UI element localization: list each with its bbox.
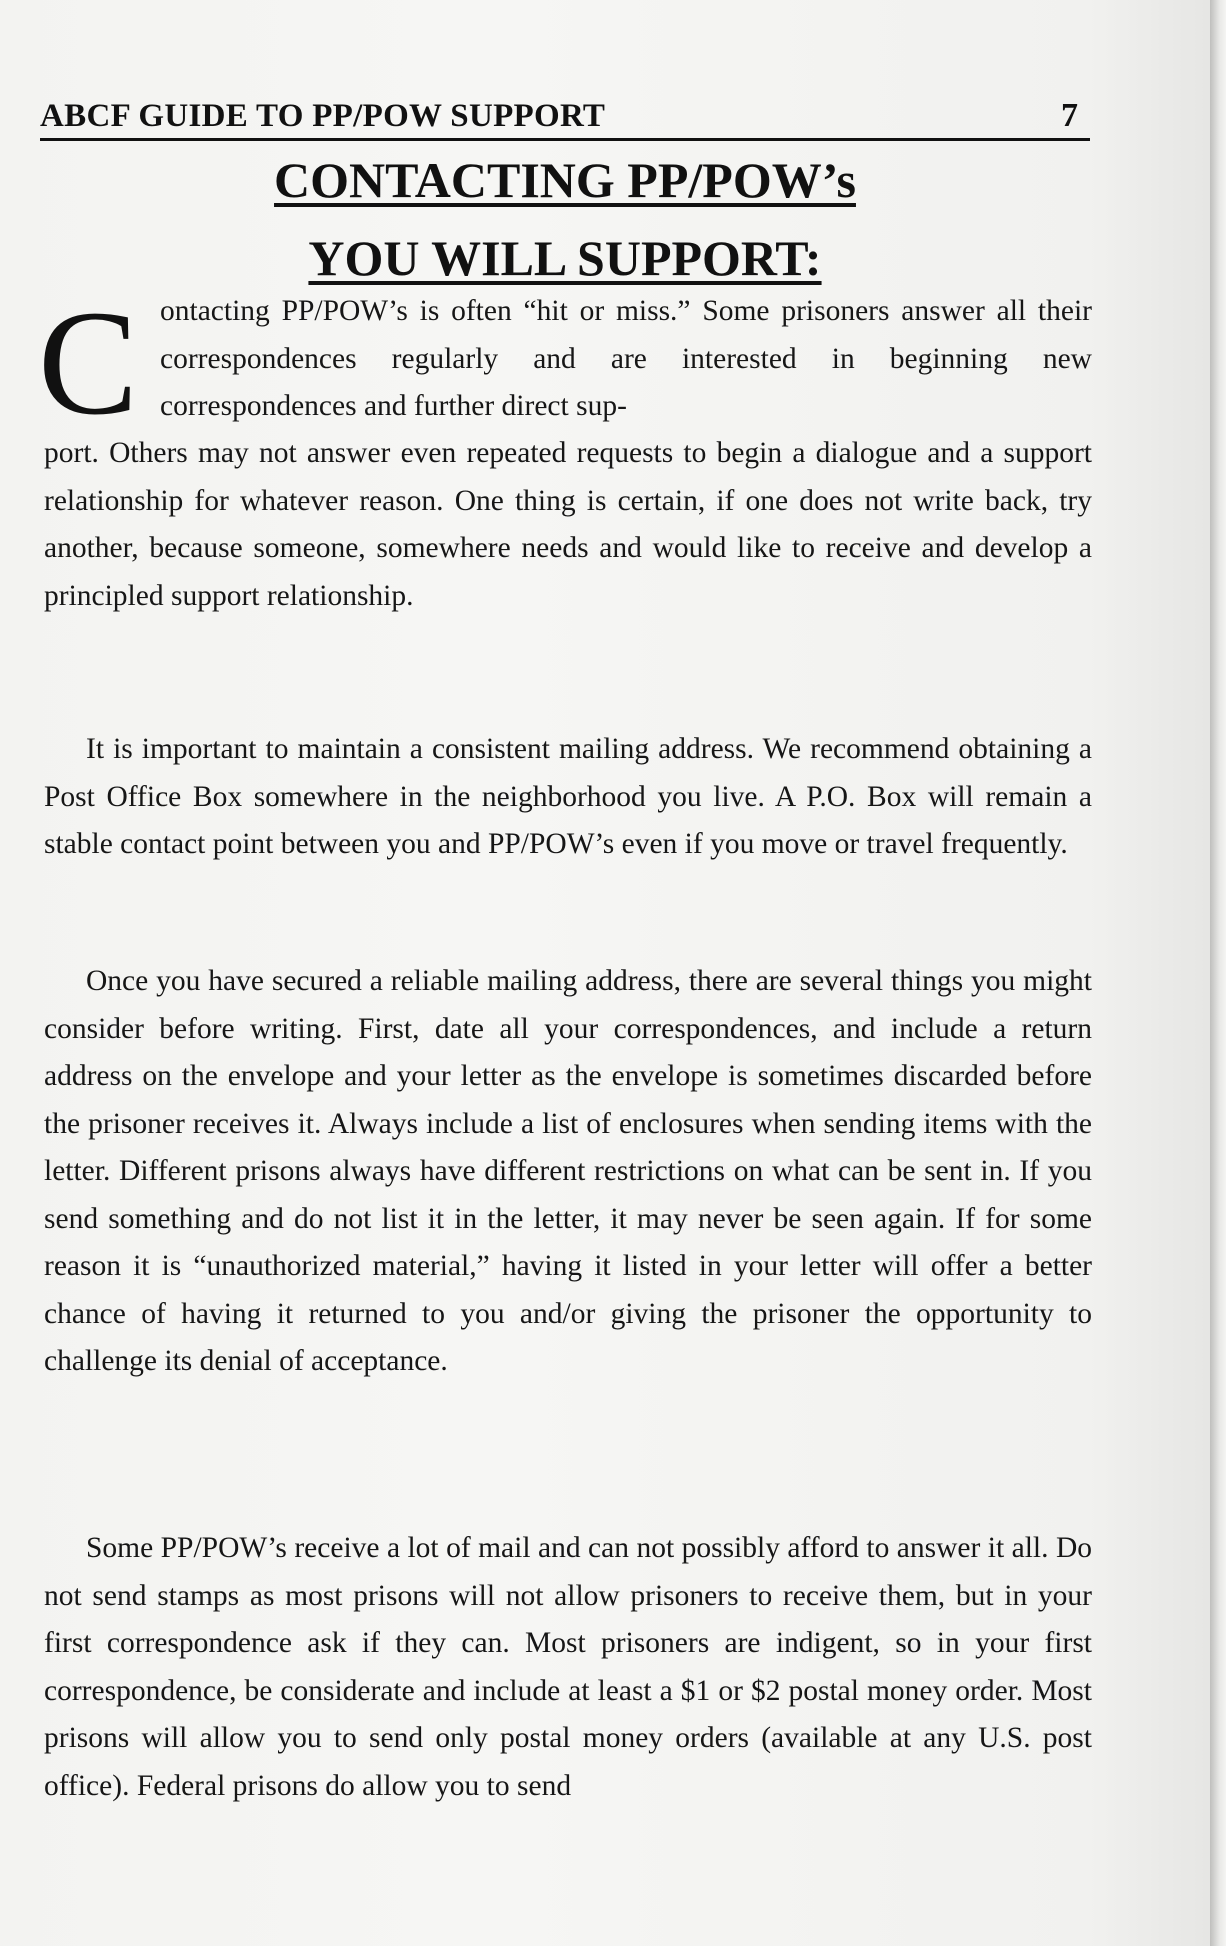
page-edge [1210,0,1226,1946]
running-header [40,96,1090,141]
section-title-line-1: CONTACTING PP/POW’s [274,152,856,208]
section-title-line-2: YOU WILL SUPPORT: [308,230,822,286]
paragraph-1-continued: port. Others may not answer even repeated requests to begin a dialogue and a support relationship for whatever reason. One thing is certain, if one does not write back, try another, because someone, somewhere needs and would like to receive and develop a principled support relationship. [44,437,1092,612]
paragraph-2: It is important to maintain a consistent mailing address. We recommend obtaining a Post Office Box somewhere in the neighborhood you live. A P.O. Box will remain a stable contact point between you and PP/POW’s even if you move or travel frequently. [44,733,1092,860]
paragraph-3: Once you have secured a reliable mailing address, there are several things you might consider before writing. First, date all your correspondences, and include a return address on the envelope and your letter as the envelope is sometimes discarded before the prisoner receives it. Always include a list of enclosures when sending items with the letter. Different prisons always have different restrictions on what can be sent in. If you send something and do not list it in the letter, it may never be seen again. If for some reason it is “unauthorized material,” having it listed in your letter will offer a better chance of having it returned to you and/or giving the prisoner the opportunity to challenge its denial of acceptance. [44,965,1092,1377]
drop-cap: C [38,280,139,446]
page-number: 7 [1061,97,1078,134]
paragraph-1-opening: ontacting PP/POW’s is often “hit or miss.” Some prisoners answer all their correspondences regularly and are interested in beginning new correspondences and further direct sup- [160,295,1092,422]
paragraph-4: Some PP/POW’s receive a lot of mail and can not possibly afford to answer it all. Do not send stamps as most prisons will not allow prisoners to receive them, but in your first correspondence ask if they can. Most prisoners are indigent, so in your first correspondence, be considerate and include at least a $1 or $2 postal money order. Most prisons will allow you to send only postal money orders (available at any U.S. post office). Federal prisons do allow you to send [44,1532,1092,1802]
running-title: ABCF GUIDE TO PP/POW SUPPORT [40,98,606,134]
